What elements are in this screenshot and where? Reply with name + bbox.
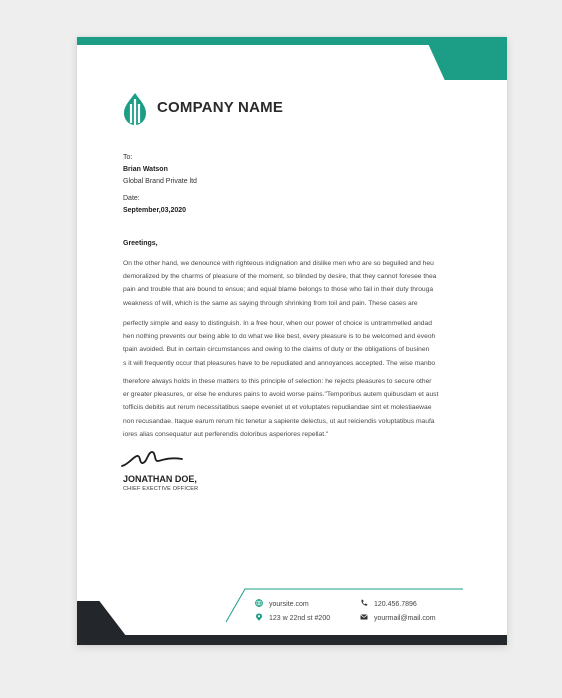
paragraph-line: perfectly simple and easy to distinguish. In a free hour, when our power of choice is untrammelled andad <box>123 320 432 327</box>
address-text: 123 w 22nd st #200 <box>269 615 331 622</box>
envelope-icon <box>360 613 368 621</box>
letter-date: September,03,2020 <box>123 207 187 214</box>
footer-phone[interactable] <box>360 599 417 608</box>
date-label: Date: <box>123 195 140 202</box>
recipient-organization: Global Brand Private ltd <box>123 178 197 185</box>
website-text: yoursite.com <box>269 601 309 608</box>
paragraph-line: weakness of will, which is the same as saying through shrinking from toil and pain. These cases are <box>123 299 418 307</box>
paragraph-line: er greater pleasures, or else he endures pains to avoid worse pains."Temporibus autem quibusdam et aust <box>123 391 439 399</box>
paragraph-line: s it will frequently occur that pleasures have to be repudiated and annoyances accepted. The wise manbo <box>123 359 436 367</box>
paragraph-line: therefore always holds in these matters to this principle of selection: he rejects pleasures to secure other <box>123 378 432 385</box>
top-accent-tab <box>425 37 507 80</box>
location-pin-icon <box>255 613 263 621</box>
phone-text: 120.456.7896 <box>374 601 417 608</box>
paragraph-line: non recusandae. Itaque earum rerum hic tenetur a sapiente delectus, ut aut reiciendis voluptatibus maufa <box>123 417 435 425</box>
footer-email[interactable] <box>360 613 436 622</box>
company-name: COMPANY NAME <box>157 99 284 116</box>
paragraph-line: On the other hand, we denounce with righteous indignation and dislike men who are so beguiled and heu <box>123 260 434 267</box>
paragraph-line: hen nothing prevents our being able to do what we like best, every pleasure is to be welcomed and eveoh <box>123 333 436 341</box>
signature-scribble <box>121 447 183 469</box>
phone-icon <box>360 599 368 607</box>
footer-dark-bar <box>77 635 507 645</box>
signatory-title: CHIEF EXECTIVE OFFICER <box>123 486 199 492</box>
body-paragraph-1 <box>123 257 459 310</box>
body-paragraph-3 <box>123 375 459 441</box>
company-logo-icon <box>122 92 148 126</box>
recipient-name: Brian Watson <box>123 166 168 173</box>
letterhead-page <box>77 37 507 645</box>
paragraph-line: tpain avoided. But in certain circumstances and owing to the claims of duty or the obligations of businen <box>123 346 430 354</box>
paragraph-line: pain and trouble that are bound to ensue; and equal blame belongs to those who fail in their duty througa <box>123 286 434 294</box>
paragraph-line: iores alias consequatur aut perferendis doloribus asperiores repellat." <box>123 430 329 438</box>
email-text: yourmail@mail.com <box>374 615 436 622</box>
greeting: Greetings, <box>123 240 158 247</box>
to-label: To: <box>123 154 133 161</box>
body-paragraph-2 <box>123 317 459 370</box>
signatory-name: JONATHAN DOE, <box>123 474 197 484</box>
paragraph-line: tofficiis debitis aut rerum necessitatibus saepe eveniet ut et voluptates repudiandae sint et molestiaewae <box>123 404 432 412</box>
footer-website[interactable] <box>255 599 309 608</box>
globe-icon <box>255 599 263 607</box>
paragraph-line: demoralized by the charms of pleasure of the moment, so blinded by desire, that they cannot foresee thea <box>123 273 437 281</box>
footer-address <box>255 613 330 622</box>
